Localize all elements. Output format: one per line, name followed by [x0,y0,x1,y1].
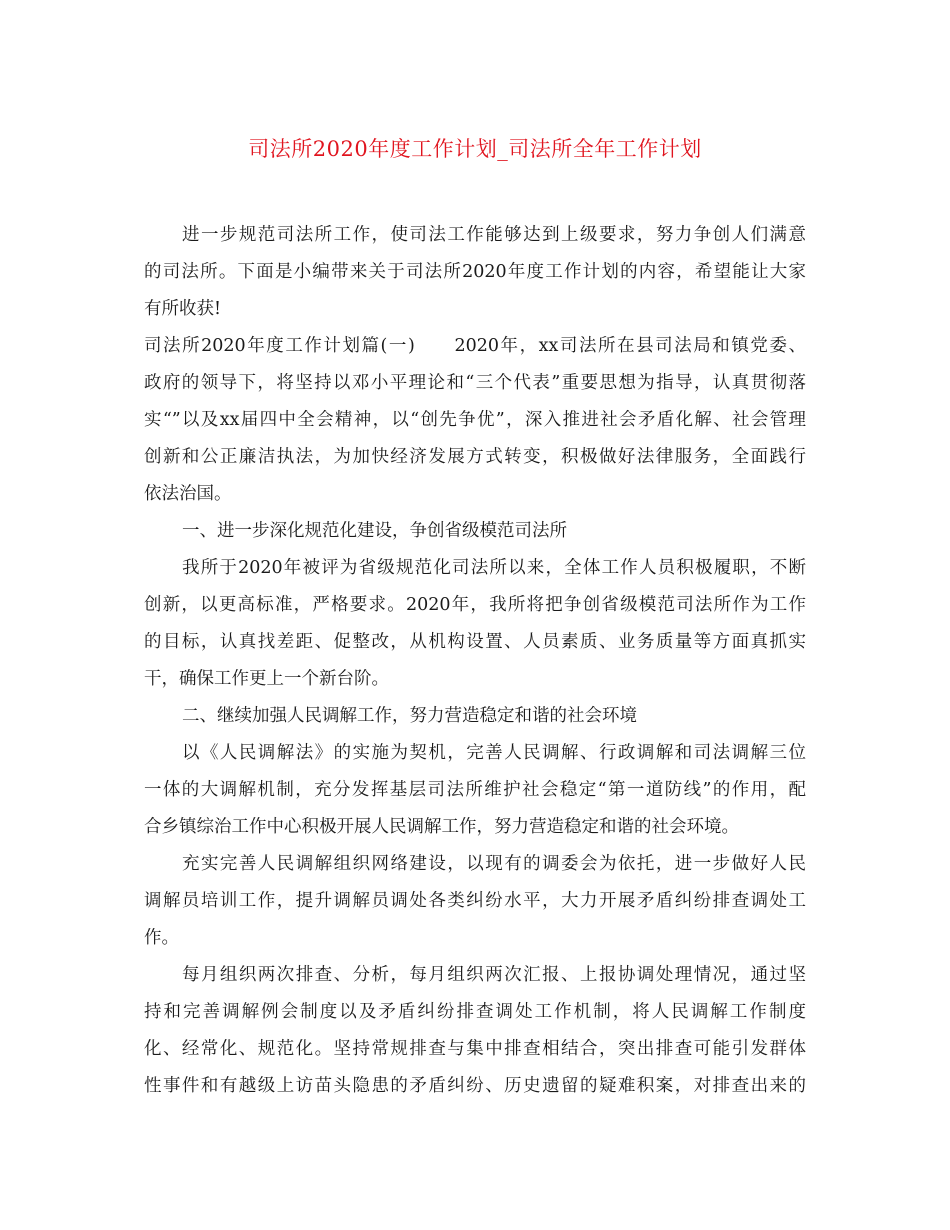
paragraph-line: 有所收获! [144,299,222,319]
paragraph-line: 依法治国。 [144,484,232,504]
paragraph-line: 调解员培训工作，提升调解员调处各类纠纷水平，大力开展矛盾纠纷排查调处工 [144,891,806,911]
paragraph-line: 持和完善调解例会制度以及矛盾纠纷排查调处工作机制，将人民调解工作制度 [144,1002,806,1022]
document-title: 司法所2020年度工作计划_司法所全年工作计划 [248,137,702,161]
paragraph-line: 进一步规范司法所工作，使司法工作能够达到上级要求，努力争创人们满意 [182,225,806,245]
paragraph-line: 以《人民调解法》的实施为契机，完善人民调解、行政调解和司法调解三位 [182,743,806,763]
paragraph-line: 政府的领导下，将坚持以邓小平理论和“三个代表”重要思想为指导，认真贯彻落 [144,373,806,393]
paragraph-line: 性事件和有越级上访苗头隐患的矛盾纠纷、历史遗留的疑难积案，对排查出来的 [144,1076,806,1096]
paragraph-line: 干，确保工作更上一个新台阶。 [144,669,389,689]
paragraph-line: 化、经常化、规范化。坚持常规排查与集中排查相结合，突出排查可能引发群体 [144,1039,806,1059]
paragraph-line: 司法所2020年度工作计划篇(一) 2020年，xx司法所在县司法局和镇党委、 [144,336,806,356]
paragraph-line: 一体的大调解机制，充分发挥基层司法所维护社会稳定“第一道防线”的作用，配 [144,780,806,800]
paragraph-line: 合乡镇综治工作中心积极开展人民调解工作，努力营造稳定和谐的社会环境。 [144,817,739,837]
paragraph-line: 的目标，认真找差距、促整改，从机构设置、人员素质、业务质量等方面真抓实 [144,632,806,652]
section-heading: 一、进一步深化规范化建设，争创省级模范司法所 [182,521,567,541]
section-heading: 二、继续加强人民调解工作，努力营造稳定和谐的社会环境 [182,706,637,726]
paragraph-line: 我所于2020年被评为省级规范化司法所以来，全体工作人员积极履职，不断 [182,558,806,578]
paragraph-line: 实“”以及xx届四中全会精神，以“创先争优”，深入推进社会矛盾化解、社会管理 [144,410,806,430]
paragraph-line: 作。 [144,928,179,948]
paragraph-line: 创新，以更高标准，严格要求。2020年，我所将把争创省级模范司法所作为工作 [144,595,806,615]
paragraph-line: 充实完善人民调解组织网络建设，以现有的调委会为依托，进一步做好人民 [182,854,806,874]
paragraph-line: 创新和公正廉洁执法，为加快经济发展方式转变，积极做好法律服务，全面践行 [144,447,806,467]
paragraph-line: 的司法所。下面是小编带来关于司法所2020年度工作计划的内容，希望能让大家 [144,262,806,282]
paragraph-line: 每月组织两次排查、分析，每月组织两次汇报、上报协调处理情况，通过坚 [182,965,806,985]
